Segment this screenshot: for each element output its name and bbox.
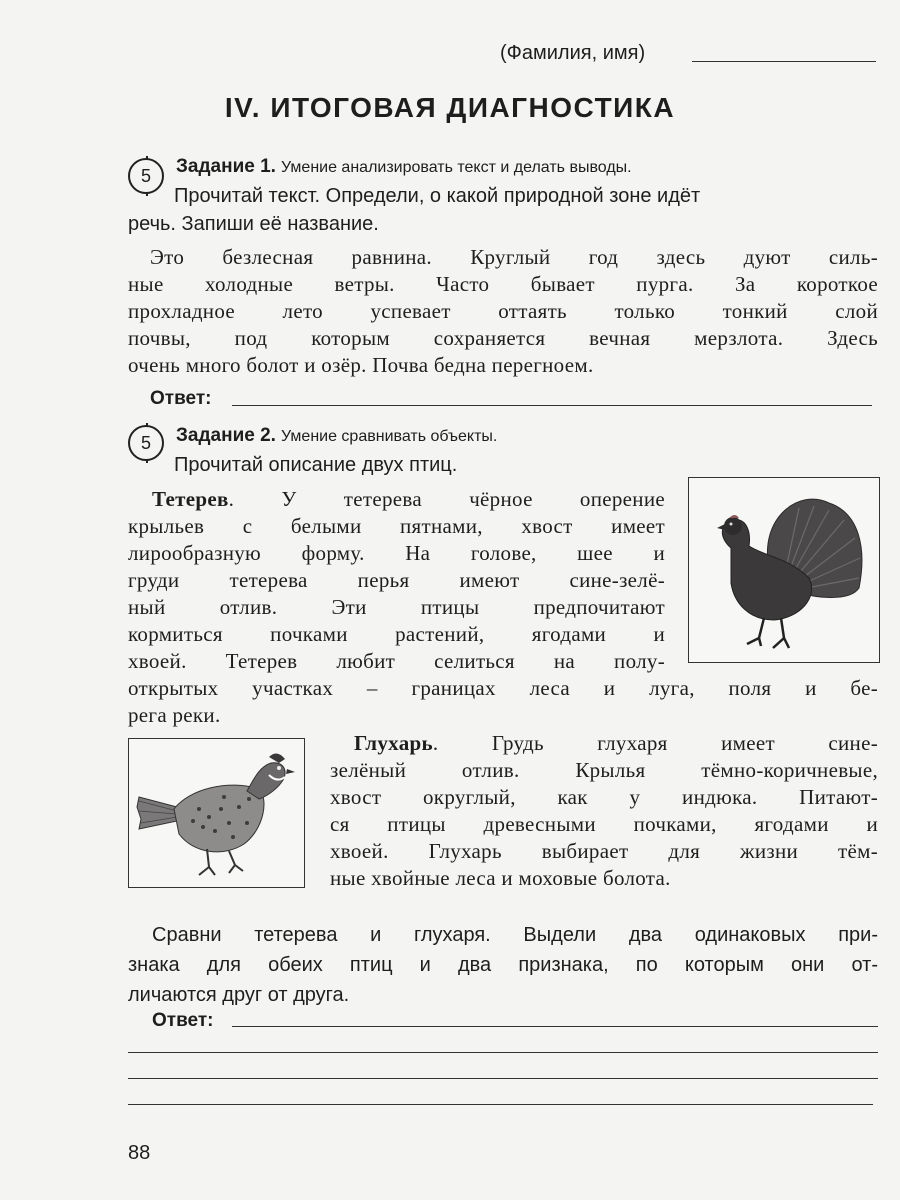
bird1-text xyxy=(128,486,665,675)
text-line: Это безлесная равнина. Круглый год здесь дуют силь- xyxy=(150,245,878,269)
text-line: открытых участках – границах леса и луга, поля и бе- xyxy=(128,676,878,700)
text-line: рега реки. xyxy=(128,703,221,727)
text-line: хвоей. Тетерев любит селиться на полу- xyxy=(128,649,665,673)
task1-label: Задание 1. xyxy=(176,156,276,177)
text-line: ные хвойные леса и моховые болота. xyxy=(330,866,671,890)
capercaillie-picture xyxy=(128,738,305,888)
text-line: груди тетерева перья имеют сине-зелё- xyxy=(128,568,665,592)
task1-heading xyxy=(176,156,632,178)
task1-text xyxy=(128,244,878,379)
text-line: зелёный отлив. Крылья тёмно-коричневые, xyxy=(330,758,878,782)
text-line: хвост округлый, как у индюка. Питают- xyxy=(330,785,878,809)
task1-instruction-line-1: Прочитай текст. Определи, о какой природной зоне идёт xyxy=(174,185,701,207)
bird1-text-continued xyxy=(128,675,878,729)
question-line: знака для обеих птиц и два признака, по которым они от- xyxy=(128,954,878,976)
text-line: прохладное лето успевает оттаять только тонкий слой xyxy=(128,299,878,323)
black-grouse-picture xyxy=(688,477,880,663)
task2-answer-line-2[interactable] xyxy=(128,1052,878,1053)
question-line: личаются друг от друга. xyxy=(128,984,350,1006)
points-circle-task1: 5 xyxy=(128,158,164,194)
bird2-text xyxy=(330,730,878,892)
question-line: Сравни тетерева и глухаря. Выдели два одинаковых при- xyxy=(152,924,878,946)
text-line: ный отлив. Эти птицы предпочитают xyxy=(128,595,665,619)
text-line: ные холодные ветры. Часто бывает пурга. За короткое xyxy=(128,272,878,296)
task2-answer-line-4[interactable] xyxy=(128,1104,873,1105)
black-grouse-icon xyxy=(689,478,879,662)
page-number: 88 xyxy=(128,1142,151,1164)
task1-answer-line[interactable] xyxy=(232,405,872,406)
task2-instruction: Прочитай описание двух птиц. xyxy=(174,454,458,476)
points-circle-task2: 5 xyxy=(128,425,164,461)
text-line: лирообразную форму. На голове, шее и xyxy=(128,541,665,565)
task2-answer-line-1[interactable] xyxy=(232,1026,878,1027)
text-line: кормиться почками растений, ягодами и xyxy=(128,622,665,646)
text-line: . У тетерева чёрное оперение xyxy=(228,487,665,511)
task2-label: Задание 2. xyxy=(176,425,276,446)
bird2-name: Глухарь xyxy=(354,731,433,755)
name-label: (Фамилия, имя) xyxy=(500,42,646,64)
task2-skill: Умение сравнивать объекты. xyxy=(280,428,498,445)
text-line: почвы, под которым сохраняется вечная мерзлота. Здесь xyxy=(128,326,878,350)
task2-question xyxy=(128,920,878,1010)
text-line: крыльев с белыми пятнами, хвост имеет xyxy=(128,514,665,538)
text-line: хвоей. Глухарь выбирает для жизни тём- xyxy=(330,839,878,863)
task2-answer-label: Ответ: xyxy=(152,1010,214,1031)
capercaillie-icon xyxy=(129,739,304,887)
task2-answer-line-3[interactable] xyxy=(128,1078,878,1079)
task1-skill: Умение анализировать текст и делать выводы. xyxy=(280,159,632,176)
text-line: очень много болот и озёр. Почва бедна перегноем. xyxy=(128,353,594,377)
text-line: ся птицы древесными почками, ягодами и xyxy=(330,812,878,836)
task2-heading xyxy=(176,425,497,447)
name-input-line[interactable] xyxy=(692,61,876,62)
task1-instruction-line-2: речь. Запиши её название. xyxy=(128,213,379,235)
page-title: IV. ИТОГОВАЯ ДИАГНОСТИКА xyxy=(224,92,676,123)
bird1-name: Тетерев xyxy=(152,487,229,511)
task1-answer-label: Ответ: xyxy=(150,388,212,409)
text-line: . Грудь глухаря имеет сине- xyxy=(432,731,878,755)
